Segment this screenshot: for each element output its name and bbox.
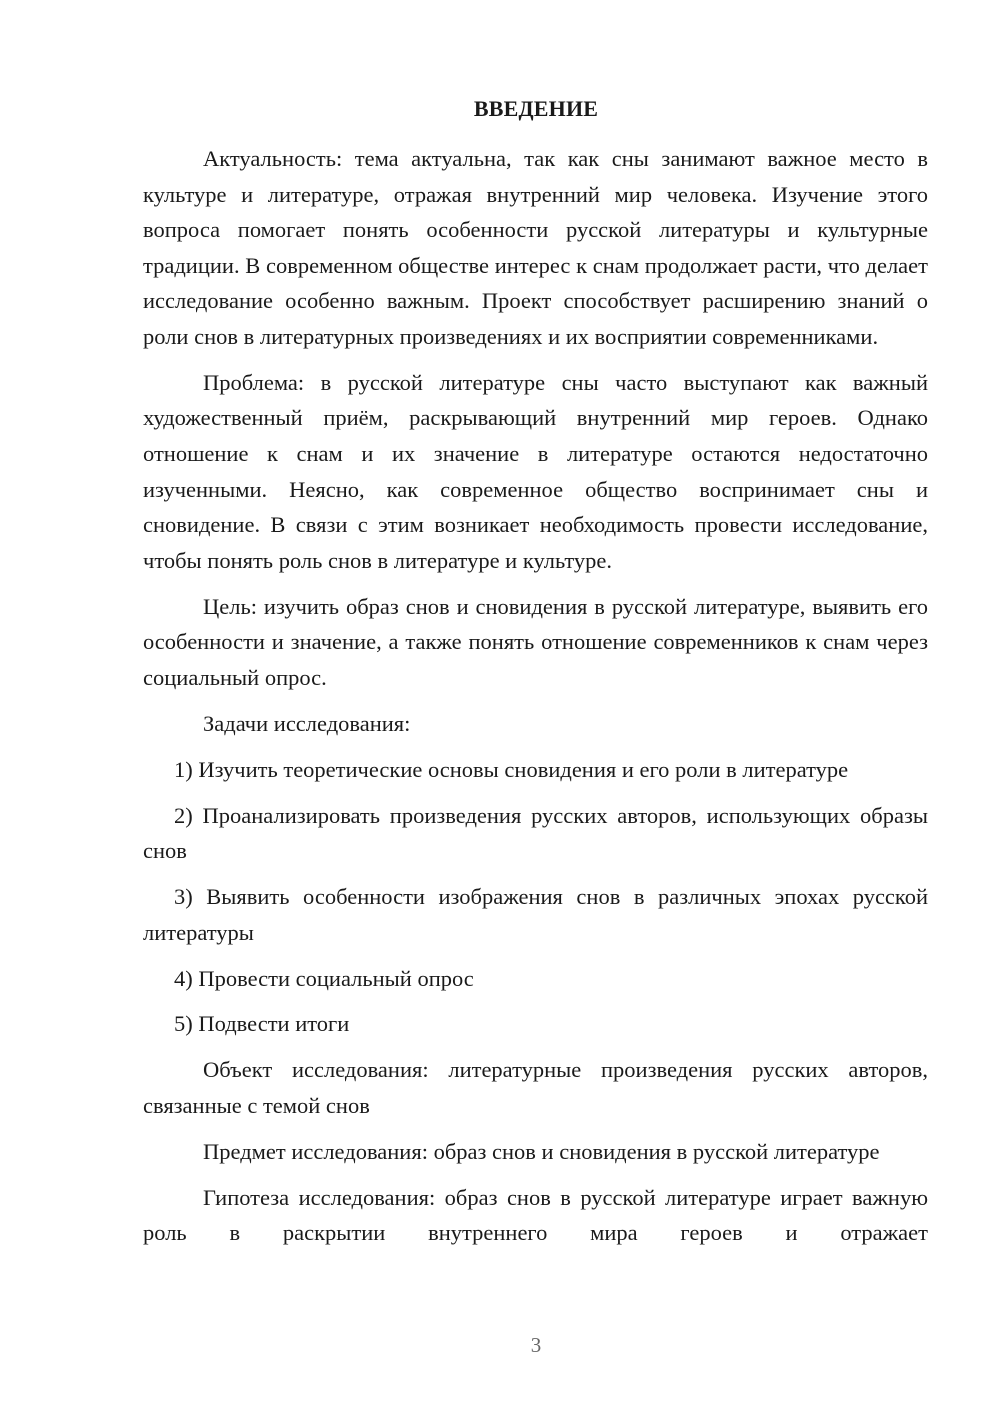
task-item-3: 3) Выявить особенности изображения снов в различных эпохах русской литературы bbox=[143, 884, 928, 945]
object-paragraph: Объект исследования: литературные произведения русских авторов, связанные с темой снов bbox=[143, 1057, 928, 1118]
hypothesis-paragraph: Гипотеза исследования: образ снов в русской литературе играет важную роль в раскрытии внутреннего мира героев и отражает bbox=[143, 1184, 928, 1246]
document-body bbox=[143, 141, 928, 1251]
task-item-4: 4) Провести социальный опрос bbox=[174, 965, 474, 991]
task-item-5: 5) Подвести итоги bbox=[174, 1011, 350, 1037]
problem-paragraph: Проблема: в русской литературе сны часто выступают как важный художественный приём, раскрывающий внутренний мир героев. Однако отношение к снам и их значение в литературе остаются недостаточно изученными. Неясно, как современное общество воспринимает сны и сновидение. В связи с этим возникает необходимость провести исследование, чтобы понять роль снов в литературе и культуре. bbox=[143, 369, 928, 573]
task-item-2: 2) Проанализировать произведения русских авторов, использующих образы снов bbox=[143, 802, 928, 864]
subject-paragraph: Предмет исследования: образ снов и сновидения в русской литературе bbox=[203, 1138, 880, 1164]
goal-paragraph: Цель: изучить образ снов и сновидения в русской литературе, выявить его особенности и значение, а также понять отношение современников к снам через социальный опрос. bbox=[143, 593, 928, 690]
page-number: 3 bbox=[530, 1333, 542, 1357]
relevance-paragraph: Актуальность: тема актуальна, так как сны занимают важное место в культуре и литературе, отражая внутренний мир человека. Изучение этого вопроса помогает понять особенности русской литературы и культурные традиции. В современном обществе интерес к снам продолжает расти, что делает исследование особенно важным. Проект способствует расширению знаний о роли снов в литературных произведениях и их восприятии современниками. bbox=[143, 146, 928, 349]
tasks-title: Задачи исследования: bbox=[203, 710, 411, 736]
task-item-1: 1) Изучить теоретические основы сновидения и его роли в литературе bbox=[174, 756, 849, 782]
page-title: ВВЕДЕНИЕ bbox=[473, 96, 599, 121]
